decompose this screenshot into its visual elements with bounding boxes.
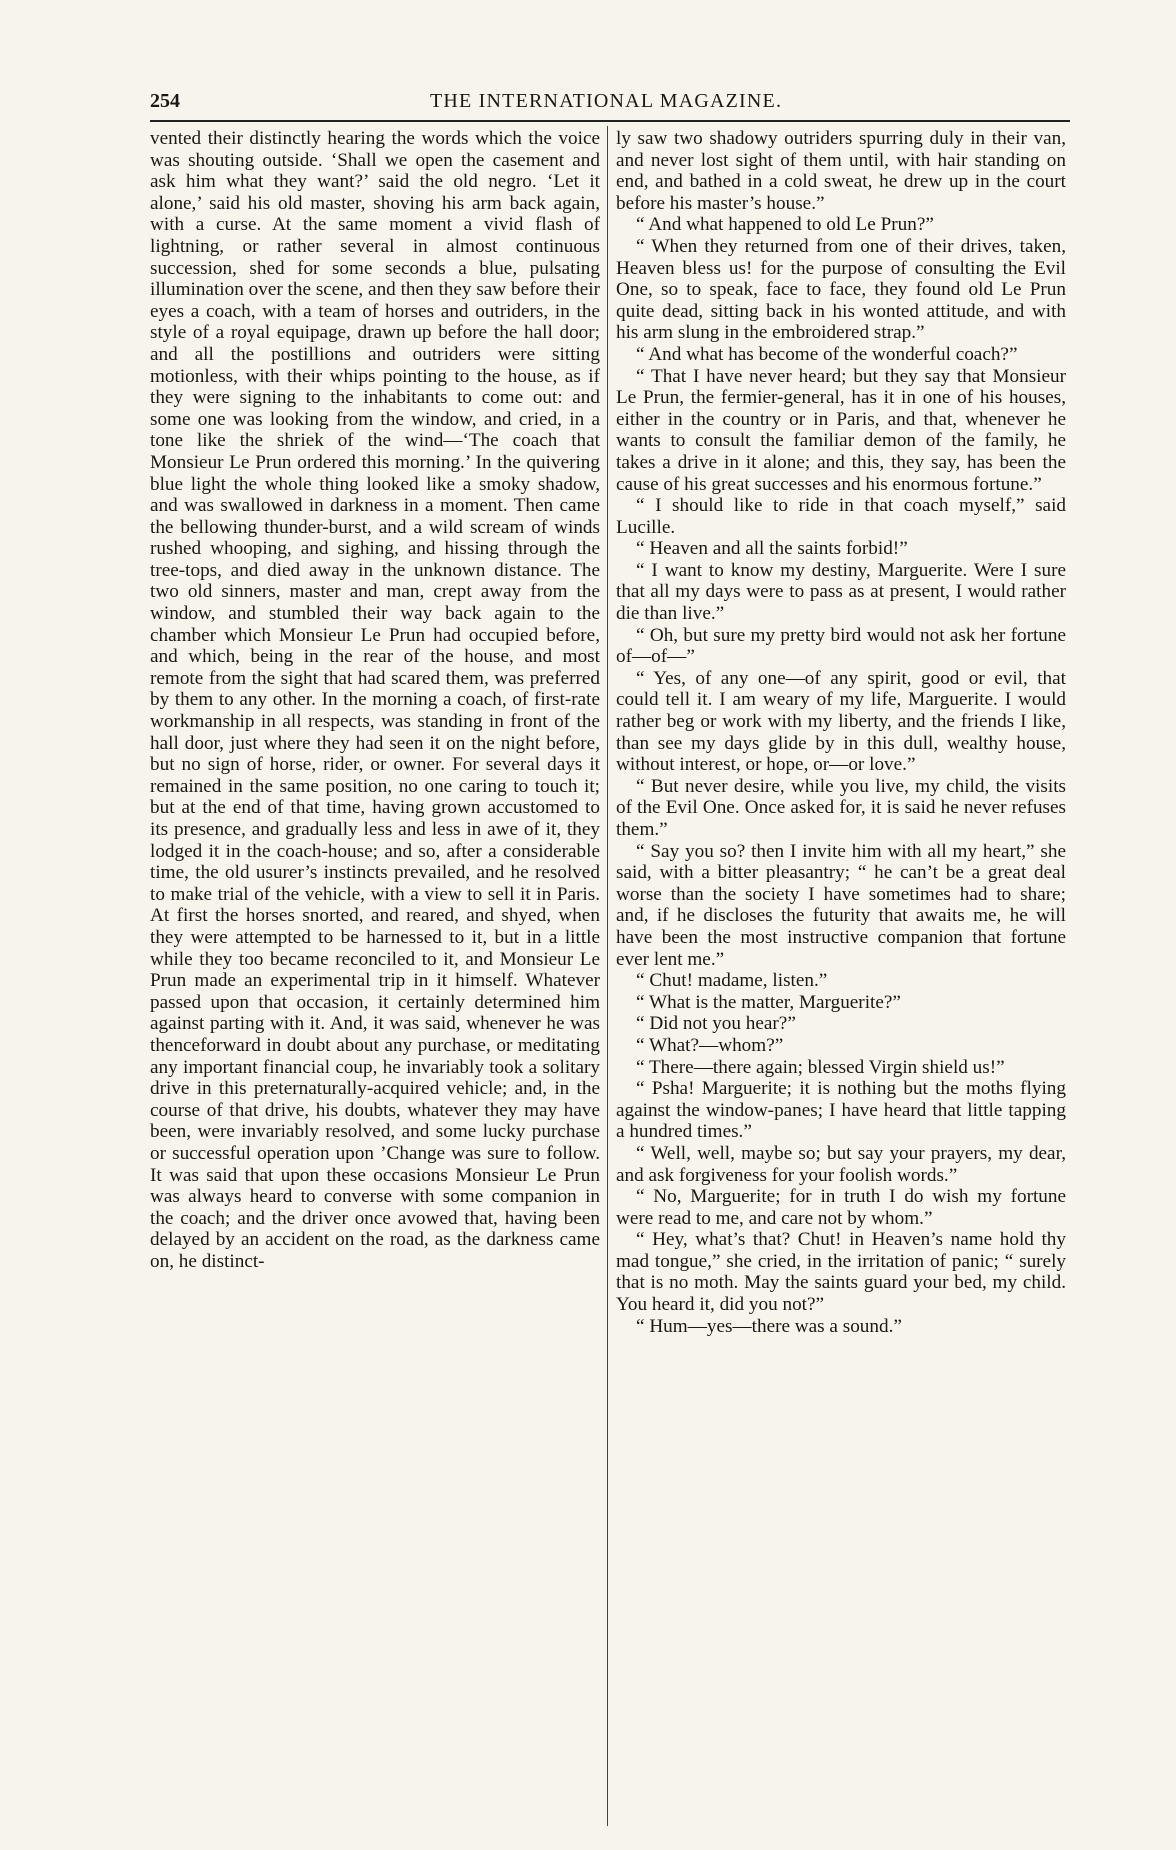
right-column	[616, 128, 1066, 1828]
running-title: THE INTERNATIONAL MAGAZINE.	[430, 90, 783, 112]
paragraph: “ Psha! Marguerite; it is nothing but the moths flying against the window-panes; I have heard that little tapping a hundred times.”	[616, 1078, 1066, 1143]
paragraph: “ That I have never heard; but they say that Monsieur Le Prun, the fermier-general, has it in one of his houses, either in the country or in Paris, and that, whenever he wants to consult the familiar demon of the family, he takes a drive in it alone; and this, they say, has been the cause of his great successes and his enormous fortune.”	[616, 365, 1066, 495]
paragraph: “ When they returned from one of their drives, taken, Heaven bless us! for the purpose of consulting the Evil One, so to speak, face to face, they found old Le Prun quite dead, sitting back in his wonted attitude, and with his arm slung in the embroidered strap.”	[616, 235, 1066, 344]
paragraph: “ And what has become of the wonderful coach?”	[636, 343, 1018, 365]
paragraph: “ What is the matter, Marguerite?”	[636, 991, 901, 1013]
paragraph: “ Oh, but sure my pretty bird would not ask her fortune of—of—”	[616, 624, 1066, 668]
paragraph: “ And what happened to old Le Prun?”	[636, 214, 934, 236]
paragraph: “ I want to know my destiny, Marguerite. Were I sure that all my days were to pass as at present, I would rather die than live.”	[616, 559, 1066, 625]
column-divider	[607, 126, 608, 1826]
header-rule	[150, 120, 1070, 122]
paragraph: vented their distinctly hearing the words which the voice was shouting outside. ‘Shall we open the casement and ask him what they want?’ said the old negro. ‘Let it alone,’ said his old master, shoving his arm back again, with a curse. At the same moment a vivid flash of lightning, or rather several in almost continuous succession, shed for some seconds a blue, pulsating illumination over the scene, and then they saw before their eyes a coach, with a team of horses and outriders, in the style of a royal equipage, drawn up before the hall door; and all the postillions and outriders were sitting motionless, with their whips pointing to the house, as if they were signing to the inhabitants to come out: and some one was looking from the window, and cried, in a tone like the shriek of the wind—‘The coach that Monsieur Le Prun ordered this morning.’ In the quivering blue light the whole thing looked like a smoky shadow, and was swallowed in darkness in a moment. Then came the bellowing thunder-burst, and a wild scream of winds rushed whooping, and sighing, and hissing through the tree-tops, and died away in the unknown distance. The two old sinners, master and man, crept away from the window, and stumbled their way back again to the chamber which Monsieur Le Prun had occupied before, and which, being in the rear of the house, and most remote from the sight that had scared them, was preferred by them to any other. In the morning a coach, of first-rate workmanship in all respects, was standing in front of the hall door, just where they had seen it on the night before, but no sign of horse, rider, or owner. For several days it remained in the same position, no one caring to touch it; but at the end of that time, having grown accustomed to its presence, and gradually less and less in awe of it, they lodged it in the coach-house; and so, after a considerable time, the old usurer’s instincts prevailed, and he resolved to make trial of the vehicle, with a view to sell it in Paris. At first the horses snorted, and reared, and shyed, when they were attempted to be harnessed to it, but in a little while they too became reconciled to it, and Monsieur Le Prun made an experimental trip in it himself. Whatever passed upon that occasion, it certainly determined him against parting with it. And, it was said, whenever he was thenceforward in doubt about any purchase, or meditating any important financial coup, he invariably took a solitary drive in this preternaturally-acquired vehicle; and, in the course of that drive, his doubts, whatever they may have been, were invariably resolved, and some lucky purchase or successful operation upon ’Change was sure to follow. It was said that upon these occasions Monsieur Le Prun was always heard to converse with some companion in the coach; and the driver once avowed that, having been delayed by an accident on the road, as the darkness came on, he distinct-	[150, 128, 600, 1272]
paragraph: “ Yes, of any one—of any spirit, good or evil, that could tell it. I am weary of my life, Marguerite. I would rather beg or work with my liberty, and the friends I like, than see my days glide by in this dull, wealthy house, without interest, or hope, or—or love.”	[616, 667, 1066, 776]
paragraph: “ No, Marguerite; for in truth I do wish my fortune were read to me, and care not by whom.”	[616, 1186, 1066, 1229]
paragraph: “ Hum—yes—there was a sound.”	[636, 1315, 902, 1337]
paragraph: “ I should like to ride in that coach myself,” said Lucille.	[616, 495, 1066, 538]
paragraph: “ Did not you hear?”	[636, 1013, 796, 1035]
paragraph: “ Say you so? then I invite him with all my heart,” she said, with a bitter pleasantry; “ he can’t be a great deal worse than the society I have sometimes had to share; and, if he discloses the futurity that awaits me, he will have been the most instructive companion that fortune ever lent me.”	[616, 840, 1066, 970]
page-number: 254	[150, 90, 180, 112]
running-header	[150, 90, 1070, 118]
left-column	[150, 128, 600, 1828]
paragraph: “ But never desire, while you live, my child, the visits of the Evil One. Once asked for, it is said he never refuses them.”	[616, 775, 1066, 840]
paragraph: “ Hey, what’s that? Chut! in Heaven’s name hold thy mad tongue,” she cried, in the irritation of panic; “ surely that is no moth. May the saints guard your bed, my child. You heard it, did you not?”	[616, 1229, 1066, 1316]
paragraph: “ There—there again; blessed Virgin shield us!”	[636, 1056, 1005, 1078]
paragraph: “ Well, well, maybe so; but say your prayers, my dear, and ask forgiveness for your foolish words.”	[616, 1142, 1066, 1186]
paragraph: “ Chut! madame, listen.”	[636, 970, 828, 992]
paragraph: ly saw two shadowy outriders spurring duly in their van, and never lost sight of them until, with hair standing on end, and bathed in a cold sweat, he drew up in the court before his master’s house.”	[616, 128, 1066, 214]
paragraph: “ Heaven and all the saints forbid!”	[636, 538, 908, 560]
paragraph: “ What?—whom?”	[636, 1034, 784, 1056]
